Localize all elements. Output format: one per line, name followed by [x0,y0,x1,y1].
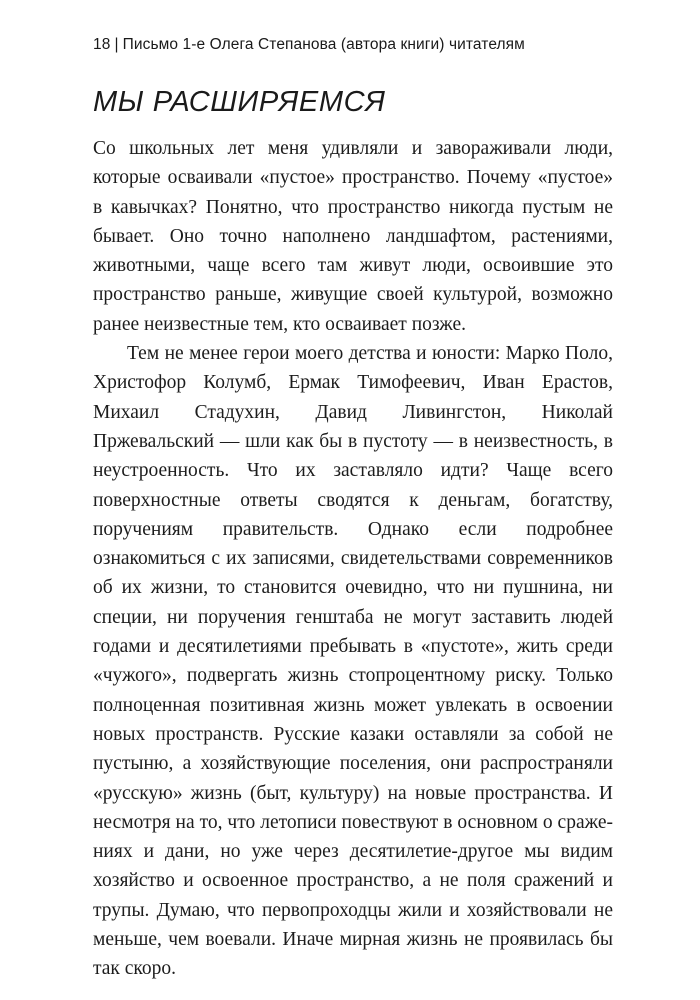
paragraph-2: Тем не менее герои моего детства и юности: Марко Поло, Христофор Колумб, Ермак Тимофеевич, Иван Ерастов, Михаил Стадухин, Давид Ливингстон, Николай Пржевальский — шли как бы в пустоту — в неизвестность, в неустроенность. Что их заставляло идти? Чаще всего поверхностные ответы сводятся к деньгам, богатству, поручениям правительств. Однако если подробнее ознакомиться с их записями, свидетельствами современников об их жизни, то становится очевидно, что ни пушнина, ни специи, ни поручения генштаба не могут заставить людей годами и десятилетиями пребывать в «пустоте», жить среди «чужого», подвергать жизнь стопроцентному риску. Только полноценная позитивная жизнь может увлекать в освоении новых пространств. Русские казаки оставляли за собой не пустыню, а хозяйствующие поселения, они распространяли «русскую» жизнь (быт, культуру) на новые пространства. И несмотря на то, что летописи повествуют в основном о сражениях и дани, но уже через десятилетие-другое мы видим хозяйство и освоенное пространство, а не поля сражений и трупы. Думаю, что первопроходцы жили и хозяйствовали не меньше, чем воевали. Иначе мирная жизнь не проявилась бы так скоро. [93,343,613,980]
book-page [93,34,613,984]
running-title: Письмо 1-е Олега Степанова (автора книги) читателям [122,36,525,53]
paragraph-1: Со школьных лет меня удивляли и завораживали люди, которые осваивали «пустое» пространство. Почему «пустое» в кавычках? Понятно, что пространство никогда пустым не бывает. Оно точно наполнено ландшафтом, растениями, животными, чаще всего там живут люди, освоившие это пространство раньше, живущие своей культурой, возможно ранее неизвестные тем, кто осваивает позже. [93,138,613,335]
header-separator: | [114,36,119,53]
running-header [93,34,613,56]
section-title: МЫ РАСШИРЯЕМСЯ [93,86,386,118]
page-number: 18 [93,36,111,53]
body-text [93,134,613,984]
